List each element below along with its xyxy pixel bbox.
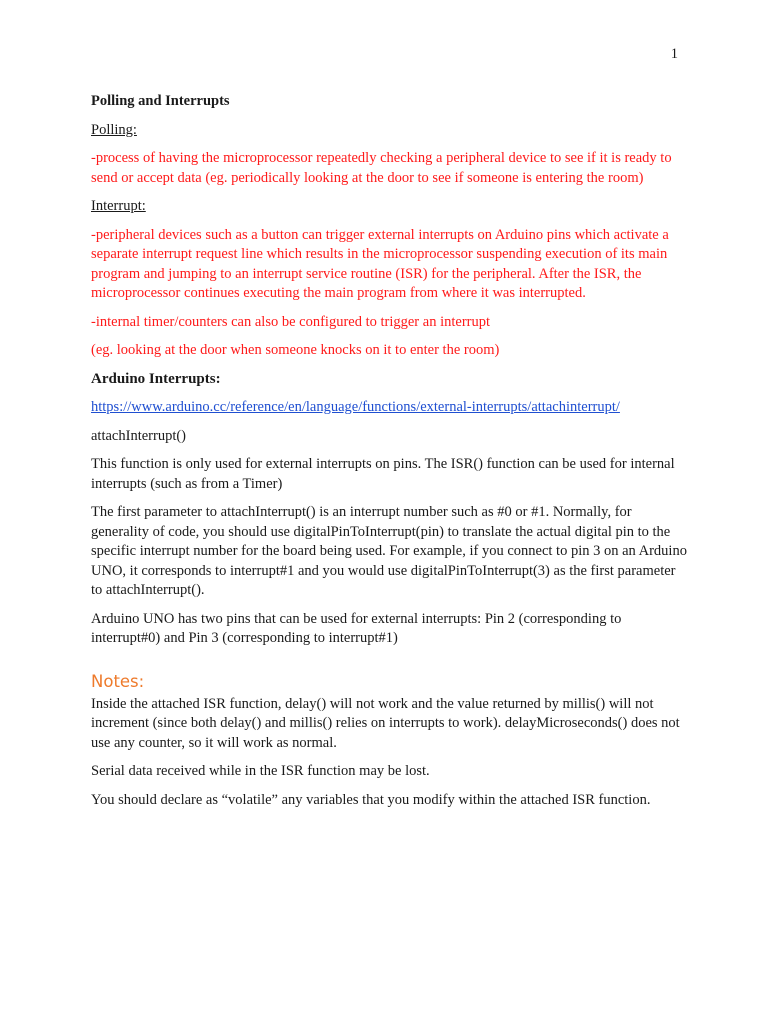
arduino-paragraph-3: Arduino UNO has two pins that can be used for external interrupts: Pin 2 (corresponding to interrupt#0) and Pin 3 (corresponding to interrupt#1) xyxy=(91,610,622,646)
arduino-interrupts-heading: Arduino Interrupts: xyxy=(91,370,221,387)
polling-definition: -process of having the microprocessor repeatedly checking a peripheral device to see if it is ready to send or accept data (eg. periodically looking at the door to see if someone is entering the room) xyxy=(91,150,672,186)
notes-paragraph-2: Serial data received while in the ISR function may be lost. xyxy=(91,763,430,779)
notes-paragraph-3: You should declare as “volatile” any variables that you modify within the attached ISR function. xyxy=(91,791,651,808)
page-number: 1 xyxy=(670,46,678,62)
interrupt-definition: -peripheral devices such as a button can trigger external interrupts on Arduino pins which activate a separate interrupt request line which results in the microprocessor suspending execution of its main program and jumping to an interrupt service routine (ISR) for the peripheral. After the ISR, the microprocessor continues executing the main program from where it was interrupted. xyxy=(91,226,669,301)
function-name: attachInterrupt() xyxy=(91,427,187,444)
polling-heading: Polling: xyxy=(91,121,137,138)
interrupt-example: (eg. looking at the door when someone knocks on it to enter the room) xyxy=(91,342,500,358)
notes-paragraph-1: Inside the attached ISR function, delay() will not work and the value returned by millis() will not increment (since both delay() and millis() relies on interrupts to work). delayMicroseconds() does not use any counter, so it will work as normal. xyxy=(91,695,680,751)
interrupt-timer-note: -internal timer/counters can also be configured to trigger an interrupt xyxy=(91,313,491,330)
document-body xyxy=(91,92,687,819)
arduino-paragraph-1: This function is only used for external interrupts on pins. The ISR() function can be used for internal interrupts (such as from a Timer) xyxy=(91,456,675,492)
attachinterrupt-reference-link[interactable]: https://www.arduino.cc/reference/en/language/functions/external-interrupts/attachinterrupt/ xyxy=(91,399,620,415)
notes-heading: Notes: xyxy=(91,671,145,691)
arduino-paragraph-2: The first parameter to attachInterrupt() is an interrupt number such as #0 or #1. Normally, for generality of code, you should use digitalPinToInterrupt(pin) to translate the actual digital pin to the specific interrupt number for the board being used. For example, if you connect to pin 3 on an Arduino UNO, it corresponds to interrupt#1 and you would use digitalPinToInterrupt(3) as the first parameter to attachInterrupt(). xyxy=(91,504,687,598)
document-title: Polling and Interrupts xyxy=(91,93,230,109)
interrupt-heading: Interrupt: xyxy=(91,198,146,214)
